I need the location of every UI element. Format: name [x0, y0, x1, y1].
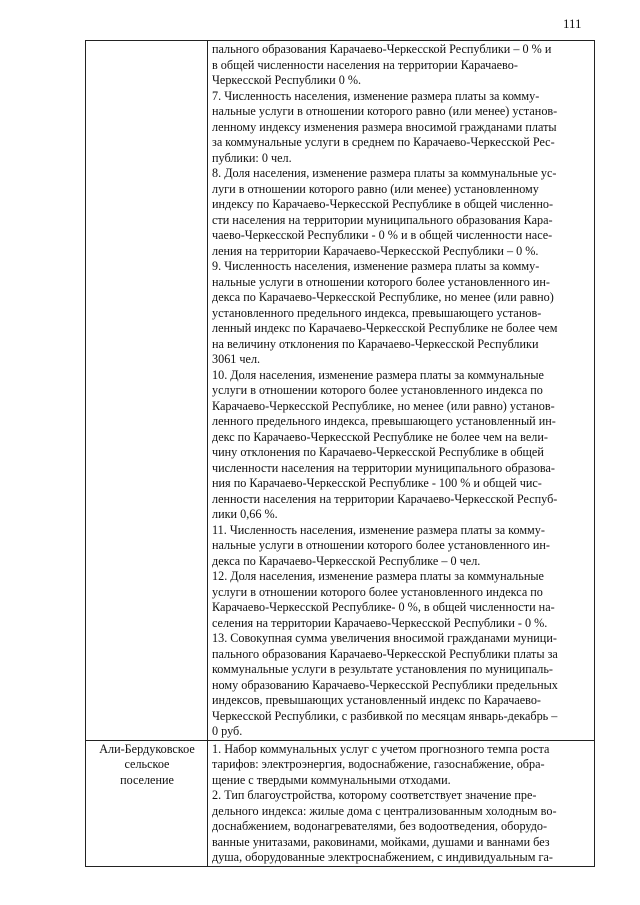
text-line: чину отклонения по Карачаево-Черкесской Республике в общей — [212, 445, 544, 459]
table-body — [86, 41, 595, 867]
text-line: ленному индексу изменения размера вносимой гражданами платы — [212, 119, 557, 134]
text-line: ванные унитазами, раковинами, мойками, душами и ваннами без — [212, 834, 550, 849]
text-line: пального образования Карачаево-Черкесской Республики – 0 % и — [212, 42, 552, 56]
text-line: численности населения на территории муниципального образова- — [212, 460, 555, 475]
text-line: 12. Доля населения, изменение размера платы за коммунальные — [212, 569, 544, 583]
text-line: в общей численности населения на территории Карачаево- — [212, 57, 518, 72]
text-line: пального образования Карачаево-Черкесской Республики платы за — [212, 646, 558, 661]
text-line: 1. Набор коммунальных услуг с учетом прогнозного темпа роста — [212, 741, 550, 756]
text-line: индексу по Карачаево-Черкесской Республике в общей численно- — [212, 197, 554, 211]
text-line: 2. Тип благоустройства, которому соответствует значение пре- — [212, 788, 537, 802]
text-line: Карачаево-Черкесской Республике, но менее (или равно) установ- — [212, 398, 555, 413]
text-line: декса по Карачаево-Черкесской Республике – 0 чел. — [212, 553, 481, 568]
municipality-name-line: Али-Бердуковское — [99, 741, 195, 756]
text-line: чаево-Черкесской Республики - 0 % и в общей численности насе- — [212, 228, 553, 242]
text-line: ленного предельного индекса, превышающего установленный ин- — [212, 414, 556, 428]
text-line: ленности населения на территории Карачаево-Черкесской Респуб- — [212, 491, 558, 506]
municipality-name-line: поселение — [120, 772, 174, 787]
text-line: дельного индекса: жилые дома с централизованным холодным во- — [212, 803, 557, 818]
text-line: 7. Численность населения, изменение размера платы за комму- — [212, 88, 540, 103]
text-line: Карачаево-Черкесской Республике- 0 %, в общей численности на- — [212, 600, 555, 614]
municipality-cell — [86, 41, 208, 741]
text-line: ному образованию Карачаево-Черкесской Республики предельных — [212, 677, 558, 692]
text-line: тарифов: электроэнергия, водоснабжение, газоснабжение, обра- — [212, 757, 545, 771]
municipality-table — [85, 40, 595, 867]
text-line: декс по Карачаево-Черкесской Республике не более чем на вели- — [212, 429, 548, 444]
text-line: лики 0,66 %. — [212, 507, 278, 521]
text-line: услуги в отношении которого более установленного индекса по — [212, 584, 543, 599]
text-line: 13. Совокупная сумма увеличения вносимой гражданами муници- — [212, 631, 557, 645]
text-line: Черкесской Республики 0 %. — [212, 73, 362, 87]
text-line: 11. Численность населения, изменение размера платы за комму- — [212, 522, 545, 537]
table-row — [86, 41, 595, 741]
text-line: сти населения на территории муниципального образования Кара- — [212, 212, 553, 227]
text-line: селения на территории Карачаево-Черкесской Республики - 0 %. — [212, 615, 548, 630]
text-line: доснабжением, водонагревателями, без водоотведения, оборудо- — [212, 819, 548, 833]
text-line: 10. Доля населения, изменение размера платы за коммунальные — [212, 367, 544, 382]
text-line: установленного предельного индекса, превышающего установ- — [212, 305, 542, 320]
text-line: ния по Карачаево-Черкесской Республике - 100 % и общей чис- — [212, 476, 542, 490]
text-line: Черкесской Республики, с разбивкой по месяцам январь-декабрь – — [212, 708, 558, 723]
text-line: ленный индекс по Карачаево-Черкесской Республике не более чем — [212, 321, 558, 335]
text-line: 9. Численность населения, изменение размера платы за комму- — [212, 259, 540, 273]
table-row — [86, 740, 595, 866]
text-line: нальные услуги в отношении которого более установленного ин- — [212, 538, 550, 552]
text-line: 3061 чел. — [212, 352, 261, 366]
text-line: 0 руб. — [212, 724, 243, 738]
text-line: публики: 0 чел. — [212, 150, 292, 165]
text-line: нальные услуги в отношении которого равно (или менее) установ- — [212, 104, 558, 118]
indicators-cell — [208, 41, 595, 741]
text-line: коммунальные услуги в результате установления по муниципаль- — [212, 662, 553, 676]
text-line: душа, оборудованные электроснабжением, с индивидуальным га- — [212, 850, 553, 864]
municipality-name-line: сельское — [124, 757, 170, 771]
text-line: декса по Карачаево-Черкесской Республике, но менее (или равно) — [212, 290, 554, 304]
text-line: на величину отклонения по Карачаево-Черкесской Республики — [212, 336, 539, 351]
text-line: нальные услуги в отношении которого более установленного ин- — [212, 274, 550, 289]
text-line: луги в отношении которого равно (или менее) установленному — [212, 181, 539, 196]
indicators-cell — [208, 740, 595, 866]
text-line: услуги в отношении которого более установленного индекса по — [212, 383, 543, 397]
text-line: щение с твердыми коммунальными отходами. — [212, 772, 451, 787]
municipality-cell — [86, 740, 208, 866]
page-number: 111 — [563, 16, 582, 31]
text-line: за коммунальные услуги в среднем по Карачаево-Черкесской Рес- — [212, 135, 555, 149]
text-line: 8. Доля населения, изменение размера платы за коммунальные ус- — [212, 166, 557, 180]
text-line: индексов, превышающих установленный индекс по Карачаево- — [212, 693, 541, 707]
text-line: ления на территории Карачаево-Черкесской Республики – 0 %. — [212, 243, 539, 258]
